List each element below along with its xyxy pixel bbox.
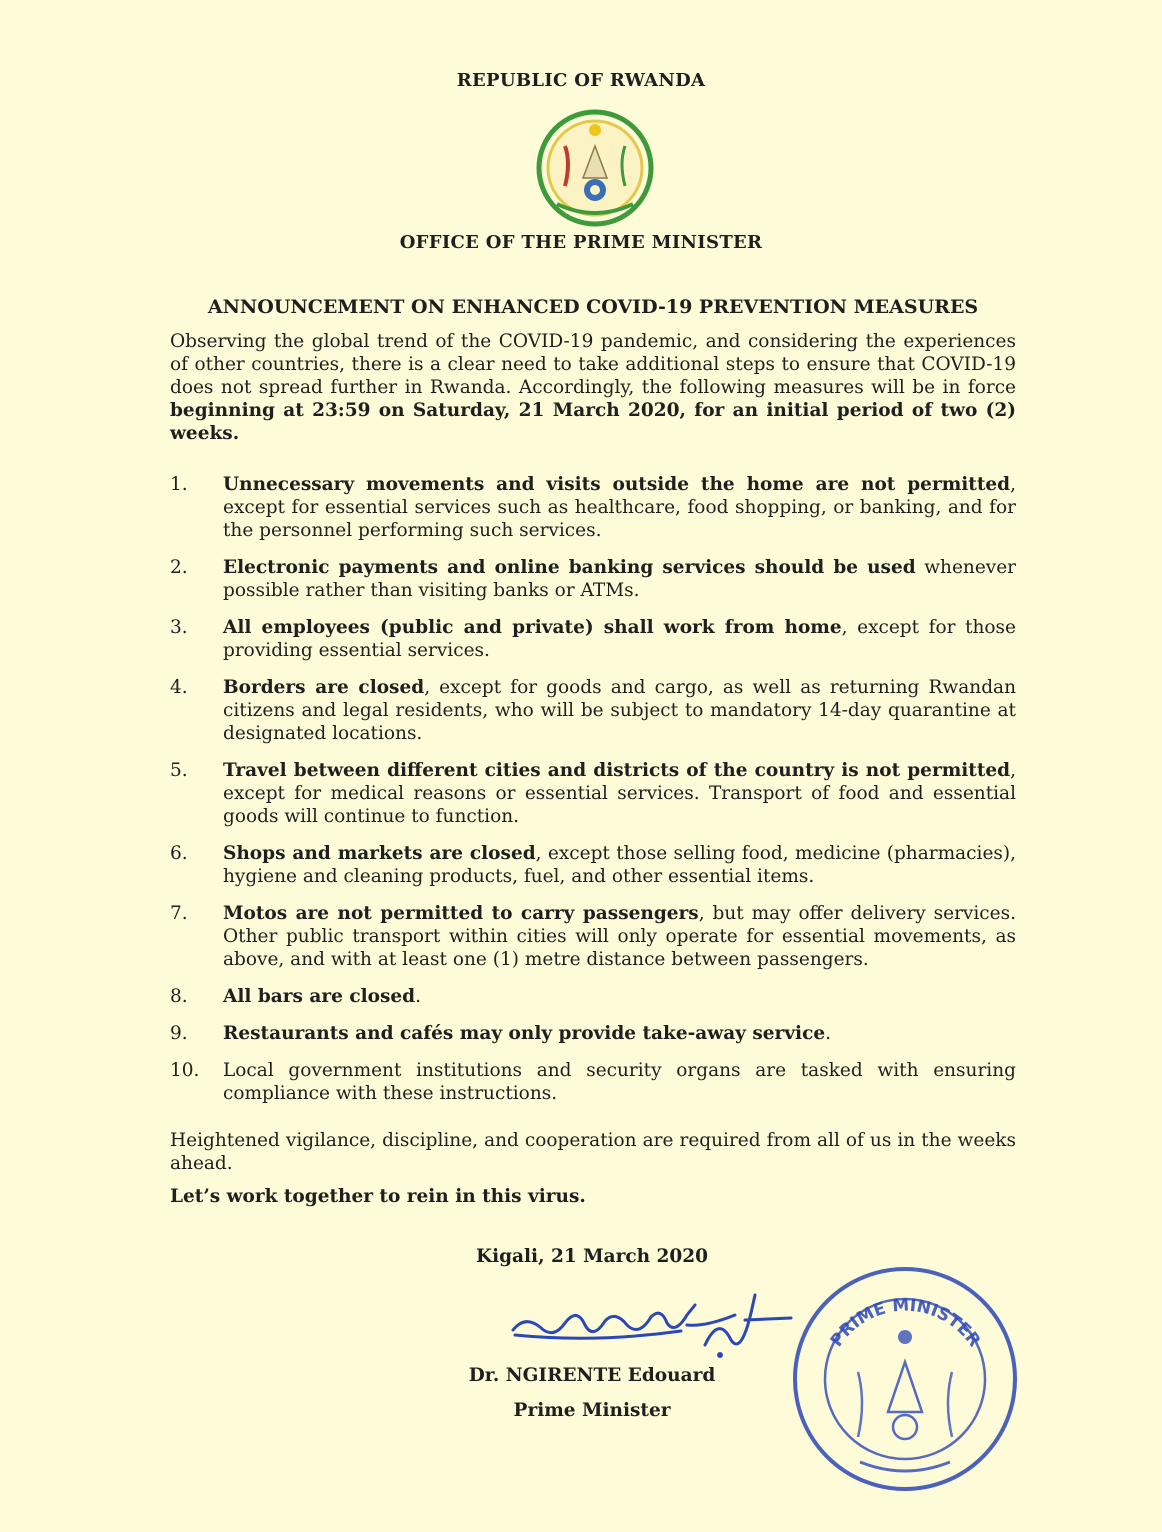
measure-item xyxy=(170,759,1016,828)
measure-bold-text: Travel between different cities and districts of the country is not permitted xyxy=(223,760,1011,781)
measure-text xyxy=(223,985,1016,1008)
seal-text: PRIME MINISTER xyxy=(826,1295,985,1351)
measure-plain-text: whenever possible rather than visiting banks or ATMs. xyxy=(223,557,1017,601)
place-date: Kigali, 21 March 2020 xyxy=(475,1246,708,1267)
measure-text xyxy=(223,556,1016,602)
measure-text xyxy=(223,1059,1016,1105)
measure-plain-text: , except for goods and cargo, as well as returning Rwandan citizens and legal residents, who will be subject to mandatory 14-day quarantine at designated locations. xyxy=(223,677,1016,744)
measure-item xyxy=(170,1022,1016,1045)
measure-bold-text: All bars are closed xyxy=(223,986,416,1007)
intro-bold: beginning at 23:59 on Saturday, 21 March 2020, for an initial period of two (2) weeks. xyxy=(170,400,1016,444)
measure-number: 3. xyxy=(170,617,188,638)
measure-item xyxy=(170,842,1016,888)
measure-plain-text: , except those selling food, medicine (pharmacies), hygiene and cleaning products, fuel, and other essential items. xyxy=(223,843,1016,887)
measure-item xyxy=(170,616,1016,662)
intro-plain: Observing the global trend of the COVID-19 pandemic, and considering the experiences of other countries, there is a clear need to take additional steps to ensure that COVID-19 does not spread further in Rwanda. Accordingly, the following measures will be in force xyxy=(170,331,1016,398)
measure-item xyxy=(170,985,1016,1008)
measure-plain-text: . xyxy=(415,986,421,1007)
measure-number: 6. xyxy=(170,843,188,864)
measure-item xyxy=(170,676,1016,745)
measure-item xyxy=(170,556,1016,602)
measure-plain-text: , but may offer delivery services. Other public transport within cities will only operate for essential movements, as above, and with at least one (1) metre distance between passengers. xyxy=(223,903,1016,970)
measure-bold-text: Electronic payments and online banking services should be used xyxy=(223,557,916,578)
measure-plain-text: Local government institutions and security organs are tasked with ensuring compliance with these instructions. xyxy=(223,1060,1016,1104)
closing-line: Let’s work together to rein in this virus. xyxy=(170,1186,586,1207)
measure-bold-text: Borders are closed xyxy=(223,677,425,698)
measure-text xyxy=(223,842,1016,888)
measure-number: 8. xyxy=(170,986,188,1007)
signatory-title: Prime Minister xyxy=(513,1400,671,1421)
measure-plain-text: , except for those providing essential services. xyxy=(223,617,1016,661)
measure-plain-text: , except for essential services such as healthcare, food shopping, or banking, and for the personnel performing such services. xyxy=(223,474,1016,541)
intro-paragraph xyxy=(170,330,1016,445)
signatory-name: Dr. NGIRENTE Edouard xyxy=(468,1365,716,1386)
office-heading: OFFICE OF THE PRIME MINISTER xyxy=(399,232,763,253)
measure-number: 4. xyxy=(170,677,188,698)
official-seal-stamp xyxy=(788,1262,1023,1497)
rwanda-coat-of-arms-icon xyxy=(535,108,655,228)
handwritten-signature xyxy=(505,1285,795,1365)
vigilance-paragraph: Heightened vigilance, discipline, and cooperation are required from all of us in the weeks ahead. xyxy=(170,1130,1016,1174)
measure-bold-text: Motos are not permitted to carry passengers xyxy=(223,903,699,924)
measure-number: 1. xyxy=(170,474,188,495)
measure-text xyxy=(223,616,1016,662)
measure-text xyxy=(223,902,1016,971)
measures-list xyxy=(170,473,1016,1119)
measure-text xyxy=(223,473,1016,542)
measure-item xyxy=(170,1059,1016,1105)
measure-bold-text: All employees (public and private) shall work from home xyxy=(223,617,842,638)
measure-number: 10. xyxy=(170,1060,200,1081)
measure-bold-text: Shops and markets are closed xyxy=(223,843,536,864)
measure-item xyxy=(170,902,1016,971)
measure-text xyxy=(223,1022,1016,1045)
measure-number: 5. xyxy=(170,760,188,781)
measure-plain-text: . xyxy=(825,1023,832,1044)
announcement-title: ANNOUNCEMENT ON ENHANCED COVID-19 PREVENTION MEASURES xyxy=(207,296,979,318)
republic-heading: REPUBLIC OF RWANDA xyxy=(456,70,706,91)
measure-item xyxy=(170,473,1016,542)
measure-number: 7. xyxy=(170,903,188,924)
measure-number: 9. xyxy=(170,1023,188,1044)
measure-text xyxy=(223,759,1016,828)
measure-plain-text: , except for medical reasons or essential services. Transport of food and essential goods will continue to function. xyxy=(223,760,1016,827)
measure-number: 2. xyxy=(170,557,188,578)
measure-bold-text: Restaurants and cafés may only provide take-away service xyxy=(223,1023,826,1044)
measure-bold-text: Unnecessary movements and visits outside the home are not permitted xyxy=(223,474,1011,495)
measure-text xyxy=(223,676,1016,745)
